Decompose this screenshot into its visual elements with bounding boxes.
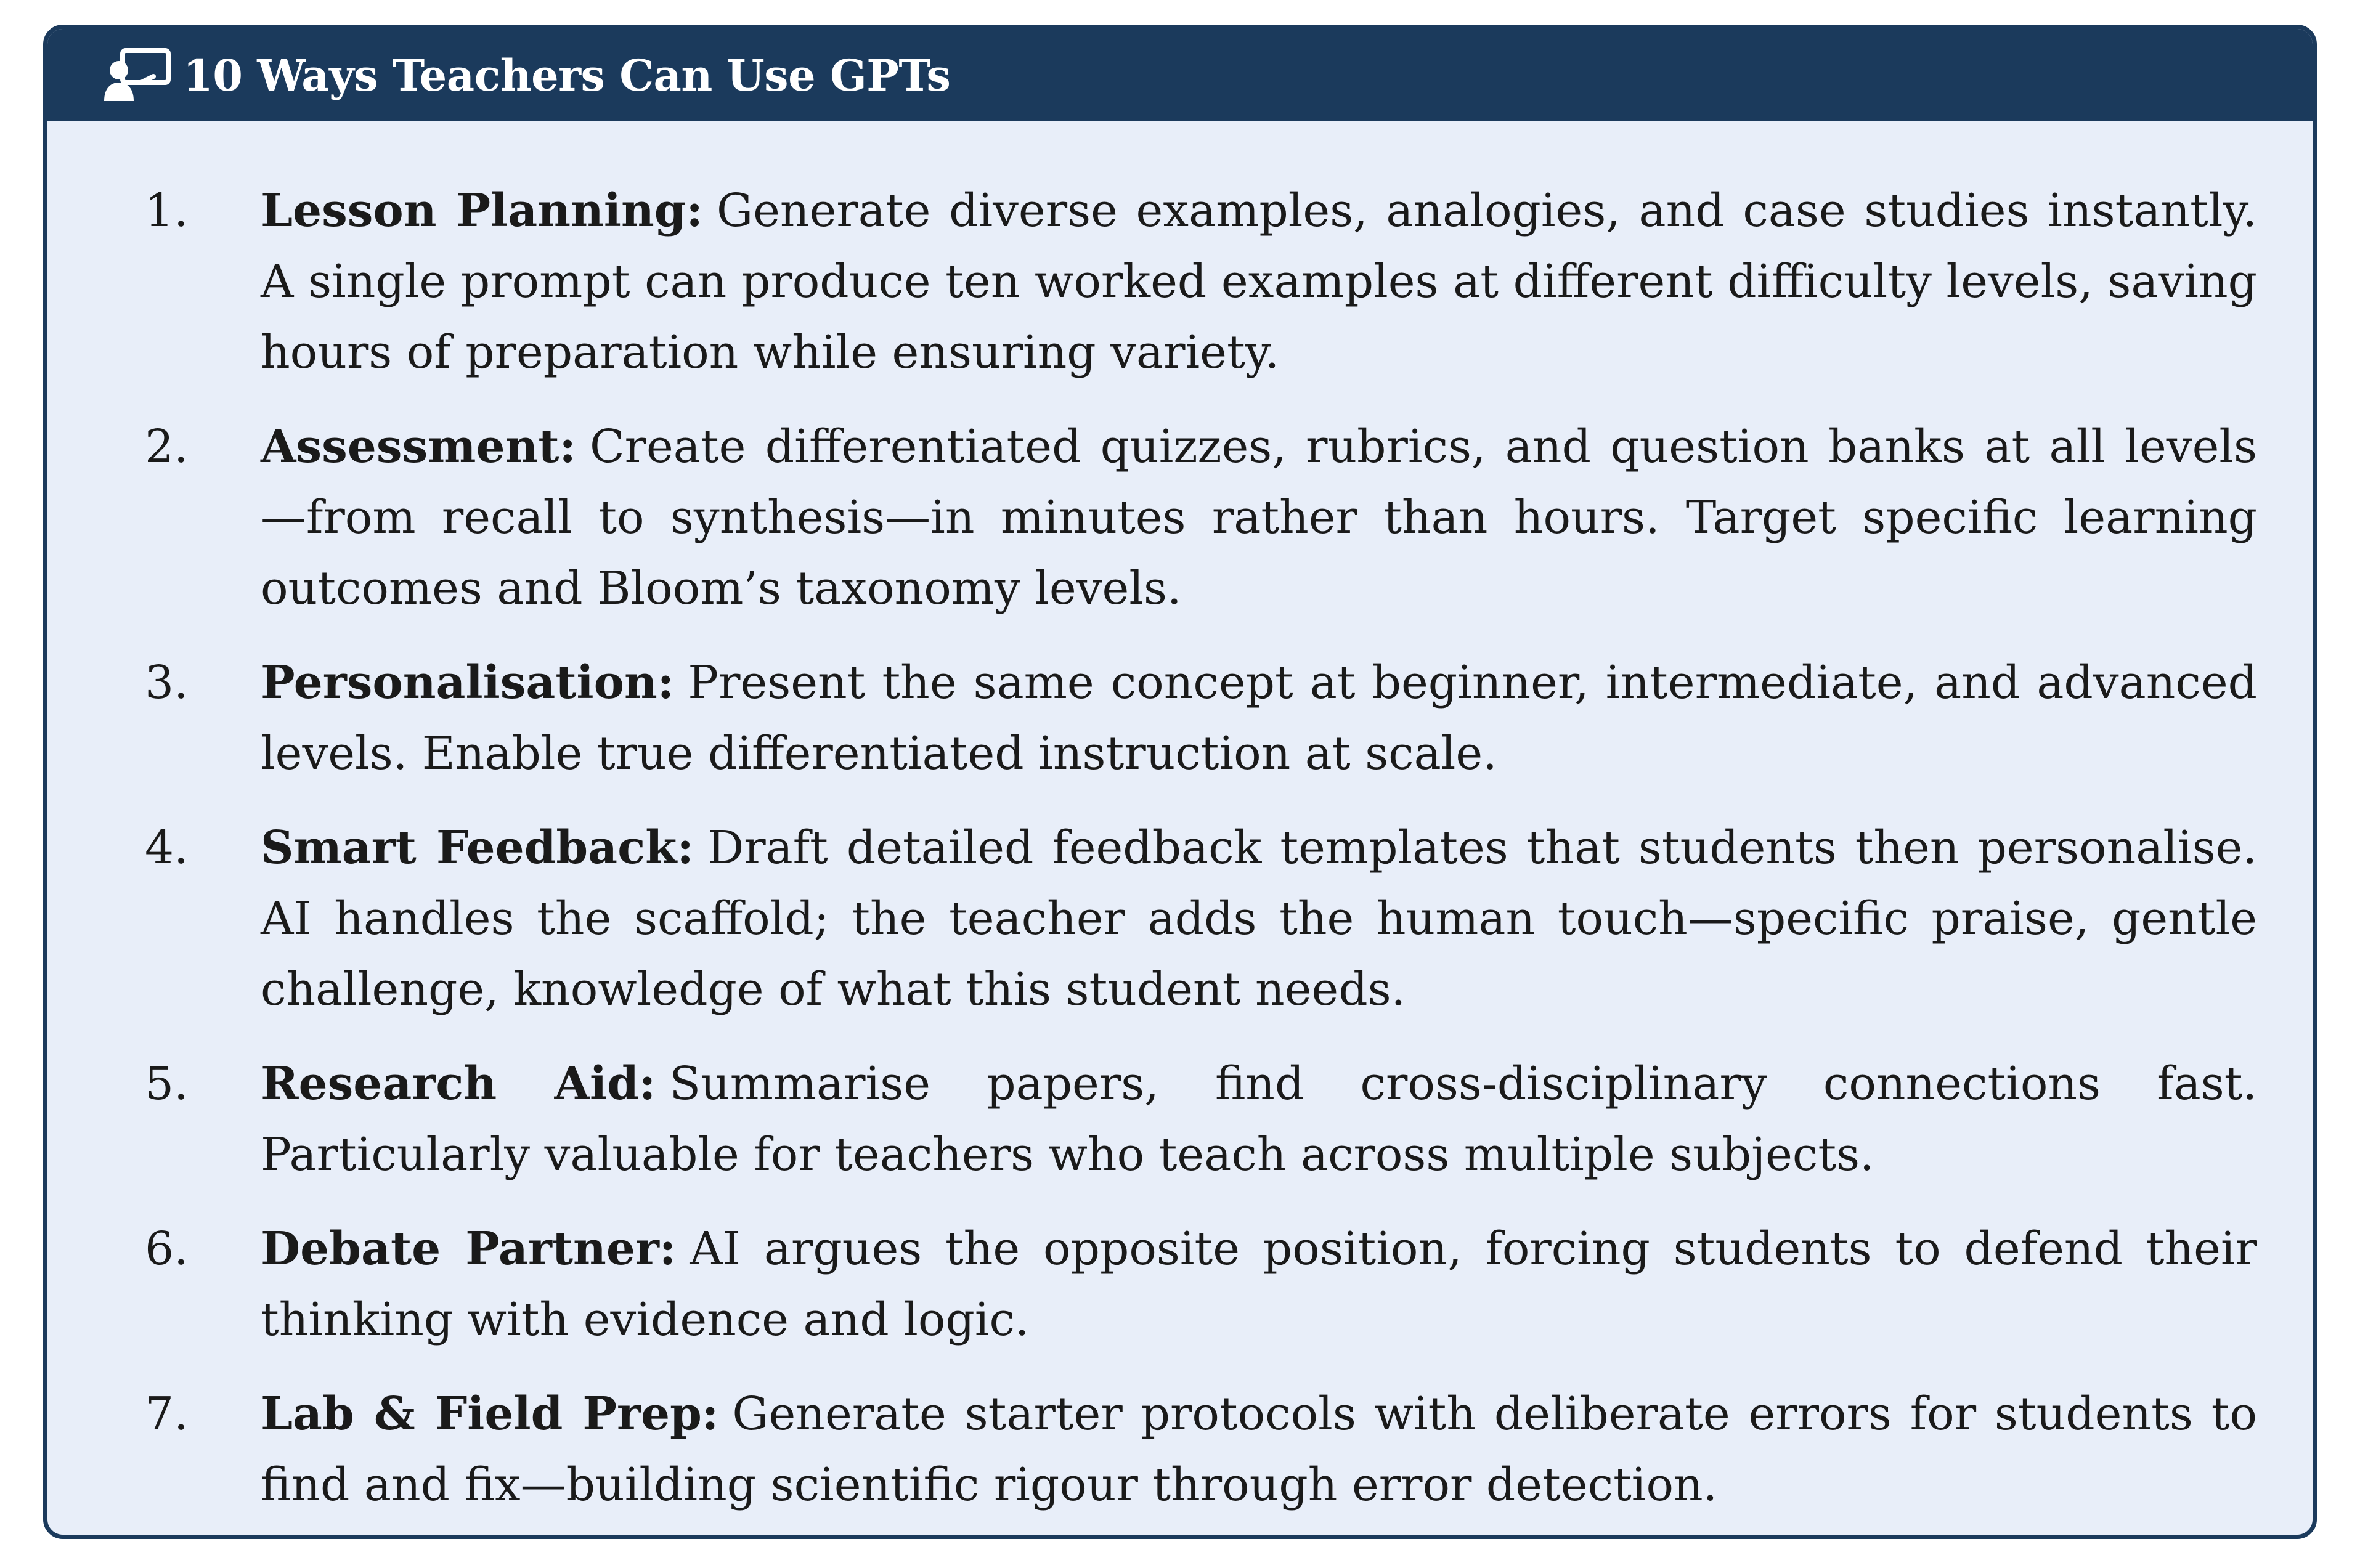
teacher-presentation-icon bbox=[102, 48, 173, 102]
item-body bbox=[261, 176, 2257, 388]
item-body bbox=[261, 648, 2257, 789]
info-box bbox=[43, 25, 2317, 1539]
item-number: 1. bbox=[145, 184, 189, 237]
item-title: Smart Feedback: bbox=[261, 821, 694, 874]
ways-list bbox=[47, 121, 2313, 1521]
list-item bbox=[103, 412, 2257, 624]
item-number: 4. bbox=[145, 821, 189, 874]
item-number: 3. bbox=[145, 656, 189, 709]
box-title: 10 Ways Teachers Can Use GPTs bbox=[183, 49, 951, 101]
item-title: Research Aid: bbox=[261, 1057, 656, 1110]
list-item bbox=[103, 1049, 2257, 1190]
item-text: Generate diverse examples, analogies, and case studies instantly. A single prompt can produce ten worked examples at different difficulty levels, saving hours of preparation while ensuring variety. bbox=[261, 184, 2257, 379]
item-text: AI argues the opposite position, forcing students to defend their thinking with evidence and logic. bbox=[261, 1222, 2257, 1346]
item-number: 5. bbox=[145, 1057, 189, 1110]
item-body bbox=[261, 1379, 2257, 1521]
item-number: 7. bbox=[145, 1387, 189, 1440]
item-title: Lab & Field Prep: bbox=[261, 1387, 719, 1440]
box-header bbox=[47, 29, 2313, 121]
item-number: 2. bbox=[145, 420, 189, 473]
list-item bbox=[103, 813, 2257, 1025]
list-item bbox=[103, 1379, 2257, 1521]
item-body bbox=[261, 1214, 2257, 1355]
list-item bbox=[103, 648, 2257, 789]
item-text: Present the same concept at beginner, intermediate, and advanced levels. Enable true differentiated instruction at scale. bbox=[261, 656, 2257, 780]
item-body bbox=[261, 813, 2257, 1025]
item-body bbox=[261, 1049, 2257, 1190]
item-title: Debate Partner: bbox=[261, 1222, 677, 1275]
item-title: Lesson Planning: bbox=[261, 184, 703, 237]
item-body bbox=[261, 412, 2257, 624]
item-number: 6. bbox=[145, 1222, 189, 1275]
list-item bbox=[103, 176, 2257, 388]
item-text: Create differentiated quizzes, rubrics, and question banks at all levels—from recall to synthesis—in minutes rather than hours. Target specific learning outcomes and Bloom’s taxonomy levels. bbox=[261, 420, 2257, 615]
list-item bbox=[103, 1214, 2257, 1355]
item-text: Summarise papers, find cross-disciplinary connections fast. Particularly valuable for teachers who teach across multiple subjects. bbox=[261, 1057, 2258, 1181]
item-title: Personalisation: bbox=[261, 656, 675, 709]
item-text: Draft detailed feedback templates that students then personalise. AI handles the scaffold; the teacher adds the human touch—specific praise, gentle challenge, knowledge of what this student needs. bbox=[261, 821, 2257, 1016]
item-title: Assessment: bbox=[261, 420, 576, 473]
item-text: Generate starter protocols with deliberate errors for students to find and fix—building scientific rigour through error detection. bbox=[261, 1387, 2257, 1511]
